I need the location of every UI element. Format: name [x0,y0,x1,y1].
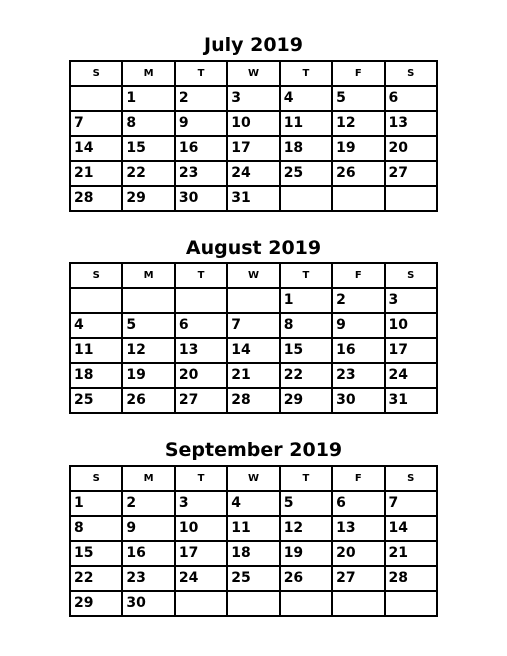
week-row [70,186,437,211]
weekday-header: T [175,61,227,86]
weekday-header: T [175,466,227,491]
week-row [70,86,437,111]
day-cell: 25 [227,566,279,591]
day-cell [332,186,384,211]
day-cell: 27 [332,566,384,591]
weekday-header: S [385,466,437,491]
day-cell: 30 [175,186,227,211]
day-cell: 9 [122,516,174,541]
day-cell: 31 [227,186,279,211]
day-cell: 22 [122,161,174,186]
day-cell: 24 [227,161,279,186]
calendar-grid [69,60,438,212]
day-cell [122,288,174,313]
day-cell: 19 [122,363,174,388]
day-cell: 21 [385,541,437,566]
day-cell [70,288,122,313]
weekday-header: W [227,61,279,86]
day-cell: 4 [70,313,122,338]
day-cell: 19 [280,541,332,566]
weekday-header: T [280,263,332,288]
day-cell: 14 [227,338,279,363]
day-cell: 7 [385,491,437,516]
day-cell: 20 [175,363,227,388]
day-cell: 9 [332,313,384,338]
day-cell: 13 [385,111,437,136]
day-cell: 17 [227,136,279,161]
day-cell: 1 [122,86,174,111]
day-cell: 26 [122,388,174,413]
day-cell [70,86,122,111]
weekday-header-row [70,263,437,288]
weekday-header: T [280,466,332,491]
day-cell: 15 [70,541,122,566]
day-cell: 27 [385,161,437,186]
day-cell: 19 [332,136,384,161]
month-title: August 2019 [185,237,322,259]
day-cell: 1 [70,491,122,516]
day-cell: 20 [385,136,437,161]
day-cell: 3 [227,86,279,111]
day-cell: 18 [280,136,332,161]
day-cell: 28 [70,186,122,211]
week-row [70,161,437,186]
day-cell: 4 [227,491,279,516]
day-cell: 11 [70,338,122,363]
day-cell [280,186,332,211]
weekday-header-row [70,466,437,491]
month-title: July 2019 [204,34,303,56]
day-cell: 21 [70,161,122,186]
week-row [70,313,437,338]
day-cell: 28 [227,388,279,413]
day-cell: 13 [332,516,384,541]
day-cell: 22 [70,566,122,591]
day-cell [385,591,437,616]
day-cell: 15 [122,136,174,161]
day-cell: 2 [175,86,227,111]
day-cell [280,591,332,616]
day-cell: 1 [280,288,332,313]
day-cell: 29 [280,388,332,413]
day-cell: 23 [175,161,227,186]
day-cell: 10 [385,313,437,338]
day-cell: 3 [385,288,437,313]
weekday-header: M [122,263,174,288]
day-cell: 29 [70,591,122,616]
day-cell: 26 [280,566,332,591]
weekday-header: F [332,61,384,86]
week-row [70,388,437,413]
weekday-header: S [70,263,122,288]
weekday-header: S [70,466,122,491]
calendar-grid [69,262,438,414]
day-cell: 6 [175,313,227,338]
day-cell [175,591,227,616]
day-cell: 30 [332,388,384,413]
day-cell [227,288,279,313]
week-row [70,338,437,363]
day-cell: 16 [122,541,174,566]
day-cell: 3 [175,491,227,516]
day-cell: 31 [385,388,437,413]
week-row [70,591,437,616]
day-cell: 10 [227,111,279,136]
day-cell: 15 [280,338,332,363]
weekday-header: F [332,263,384,288]
day-cell: 17 [175,541,227,566]
day-cell: 4 [280,86,332,111]
day-cell: 16 [175,136,227,161]
day-cell: 26 [332,161,384,186]
day-cell: 7 [227,313,279,338]
day-cell: 23 [122,566,174,591]
weekday-header: S [70,61,122,86]
day-cell: 6 [385,86,437,111]
day-cell: 8 [70,516,122,541]
weekday-header: W [227,263,279,288]
day-cell: 11 [227,516,279,541]
weekday-header: T [175,263,227,288]
weekday-header: S [385,263,437,288]
weekday-header: M [122,466,174,491]
day-cell: 30 [122,591,174,616]
day-cell [385,186,437,211]
day-cell: 12 [280,516,332,541]
week-row [70,111,437,136]
day-cell: 17 [385,338,437,363]
day-cell: 21 [227,363,279,388]
day-cell: 8 [122,111,174,136]
day-cell: 24 [175,566,227,591]
day-cell: 11 [280,111,332,136]
day-cell: 23 [332,363,384,388]
day-cell: 6 [332,491,384,516]
day-cell [227,591,279,616]
week-row [70,363,437,388]
day-cell: 18 [227,541,279,566]
day-cell: 12 [332,111,384,136]
day-cell: 10 [175,516,227,541]
week-row [70,491,437,516]
weekday-header: M [122,61,174,86]
day-cell: 2 [332,288,384,313]
weekday-header-row [70,61,437,86]
month-title: September 2019 [164,439,343,461]
weekday-header: S [385,61,437,86]
day-cell: 13 [175,338,227,363]
day-cell: 24 [385,363,437,388]
day-cell: 28 [385,566,437,591]
calendar-grid [69,465,438,617]
day-cell: 22 [280,363,332,388]
week-row [70,566,437,591]
day-cell: 8 [280,313,332,338]
day-cell: 16 [332,338,384,363]
day-cell: 9 [175,111,227,136]
day-cell: 29 [122,186,174,211]
day-cell: 2 [122,491,174,516]
day-cell: 18 [70,363,122,388]
day-cell: 7 [70,111,122,136]
day-cell: 5 [122,313,174,338]
week-row [70,288,437,313]
day-cell: 5 [280,491,332,516]
day-cell [332,591,384,616]
day-cell: 5 [332,86,384,111]
weekday-header: T [280,61,332,86]
day-cell [175,288,227,313]
day-cell: 14 [70,136,122,161]
week-row [70,516,437,541]
week-row [70,136,437,161]
day-cell: 27 [175,388,227,413]
week-row [70,541,437,566]
weekday-header: W [227,466,279,491]
day-cell: 20 [332,541,384,566]
day-cell: 25 [280,161,332,186]
day-cell: 12 [122,338,174,363]
day-cell: 14 [385,516,437,541]
weekday-header: F [332,466,384,491]
day-cell: 25 [70,388,122,413]
